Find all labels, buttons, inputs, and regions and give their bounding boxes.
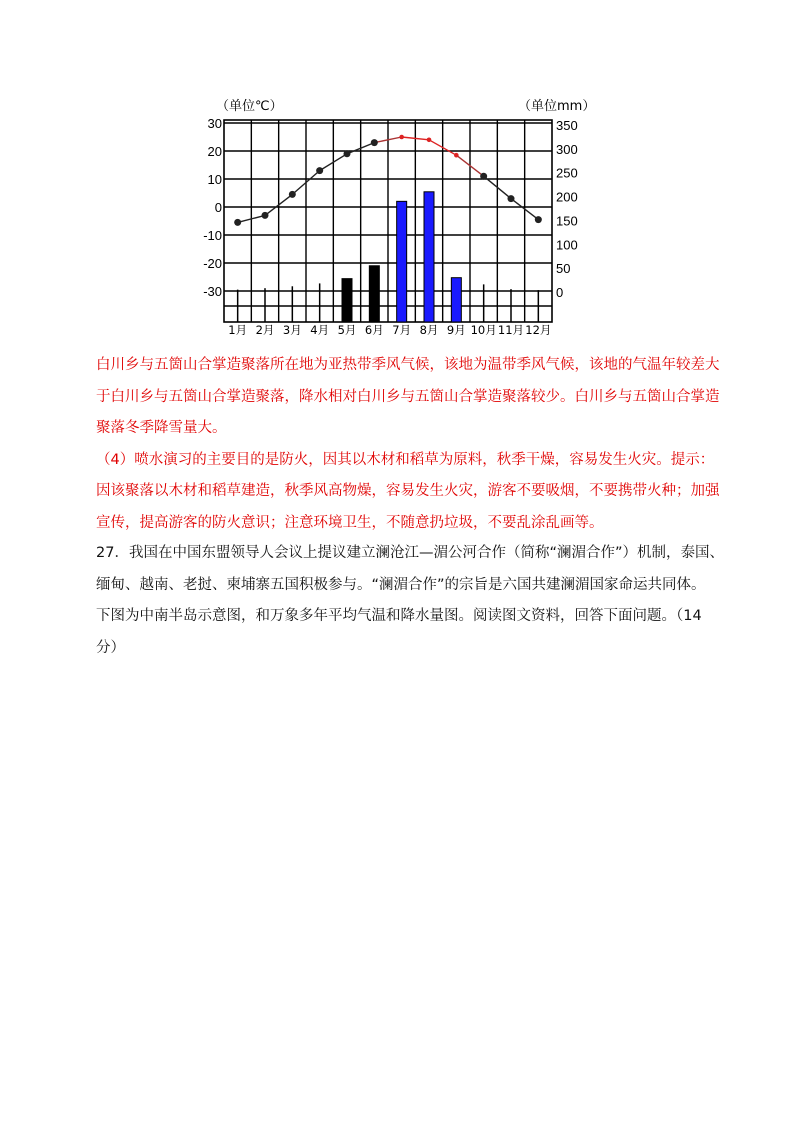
- month-label: 7月: [392, 323, 412, 337]
- right-tick-label: 50: [556, 261, 571, 277]
- right-axis-title: （单位mm）: [518, 99, 596, 114]
- precip-bar: [319, 283, 321, 322]
- month-label: 3月: [282, 323, 302, 337]
- answer-text: [96, 350, 720, 539]
- right-tick-label: 150: [556, 213, 578, 229]
- month-label: 4月: [310, 323, 330, 337]
- question-line: 缅甸、越南、老挝、柬埔寨五国积极参与。“澜湄合作”的宗旨是六国共建澜湄国家命运共同体。: [96, 576, 706, 593]
- left-tick-label: -10: [203, 228, 222, 243]
- right-tick-label: 250: [556, 165, 578, 181]
- temp-point: [454, 153, 459, 158]
- temp-point: [234, 219, 241, 226]
- left-tick-label: 10: [207, 172, 222, 187]
- chart-grid: [224, 120, 552, 322]
- left-tick-label: -20: [203, 256, 222, 271]
- answer-line: 宣传，提高游客的防火意识；注意环境卫生，不随意扔垃圾，不要乱涂乱画等。: [96, 514, 604, 531]
- month-label: 5月: [337, 323, 357, 337]
- precip-bar: [483, 284, 485, 322]
- temp-point: [399, 135, 404, 140]
- question-line: 27．我国在中国东盟领导人会议上提议建立澜沧江—湄公河合作（简称“澜湄合作”）机制，泰国、: [96, 545, 724, 561]
- month-label: 1月: [228, 323, 248, 337]
- temp-point: [316, 167, 323, 174]
- answer-line: （4）喷水演习的主要目的是防火，因其以木材和稻草为原料，秋季干燥，容易发生火灾。提示：: [96, 451, 715, 468]
- precip-bar: [292, 286, 294, 322]
- left-tick-label: -30: [203, 284, 222, 299]
- precip-bar: [397, 201, 407, 322]
- temp-point: [480, 173, 487, 180]
- precip-bar: [424, 192, 434, 322]
- answer-line: 于白川乡与五箇山合掌造聚落，降水相对白川乡与五箇山合掌造聚落较少。白川乡与五箇山合掌造: [96, 388, 720, 405]
- temp-point: [427, 138, 432, 143]
- temp-point: [535, 216, 542, 223]
- question-line: 下图为中南半岛示意图，和万象多年平均气温和降水量图。阅读图文资料，回答下面问题。（14: [96, 608, 702, 624]
- climate-chart: [190, 92, 596, 347]
- answer-line: 白川乡与五箇山合掌造聚落所在地为亚热带季风气候，该地为温带季风气候，该地的气温年较差大: [96, 357, 720, 373]
- question-text: [96, 538, 724, 664]
- precip-bar: [451, 278, 461, 322]
- month-label: 9月: [446, 323, 466, 337]
- month-label: 8月: [419, 323, 439, 337]
- left-axis-title: （单位℃）: [216, 99, 283, 114]
- precip-bar: [510, 289, 512, 322]
- month-label: 10月: [470, 323, 497, 337]
- left-tick-label: 30: [207, 116, 222, 131]
- temp-point: [289, 191, 296, 198]
- precip-bar: [237, 290, 239, 322]
- temp-point: [371, 139, 378, 146]
- precip-bar: [538, 290, 540, 322]
- right-tick-label: 300: [556, 141, 578, 157]
- month-label: 6月: [364, 323, 384, 337]
- right-tick-label: 0: [556, 285, 564, 300]
- right-tick-label: 100: [556, 237, 578, 253]
- month-label: 2月: [255, 323, 275, 337]
- temp-point: [508, 195, 515, 202]
- temp-point: [262, 212, 269, 219]
- answer-line: 因该聚落以木材和稻草建造，秋季风高物燥，容易发生火灾，游客不要吸烟，不要携带火种；加强: [96, 483, 720, 499]
- left-tick-label: 0: [214, 200, 222, 215]
- month-label: 11月: [497, 323, 525, 337]
- temp-point: [344, 150, 351, 157]
- month-label: 12月: [525, 323, 552, 337]
- right-tick-label: 350: [556, 118, 578, 133]
- precip-bar: [264, 288, 266, 322]
- question-line: 分）: [96, 639, 125, 656]
- precip-bar: [369, 266, 379, 322]
- right-tick-label: 200: [556, 189, 578, 205]
- answer-line: 聚落冬季降雪量大。: [96, 420, 227, 436]
- left-tick-label: 20: [207, 144, 222, 159]
- precip-bar: [342, 279, 352, 322]
